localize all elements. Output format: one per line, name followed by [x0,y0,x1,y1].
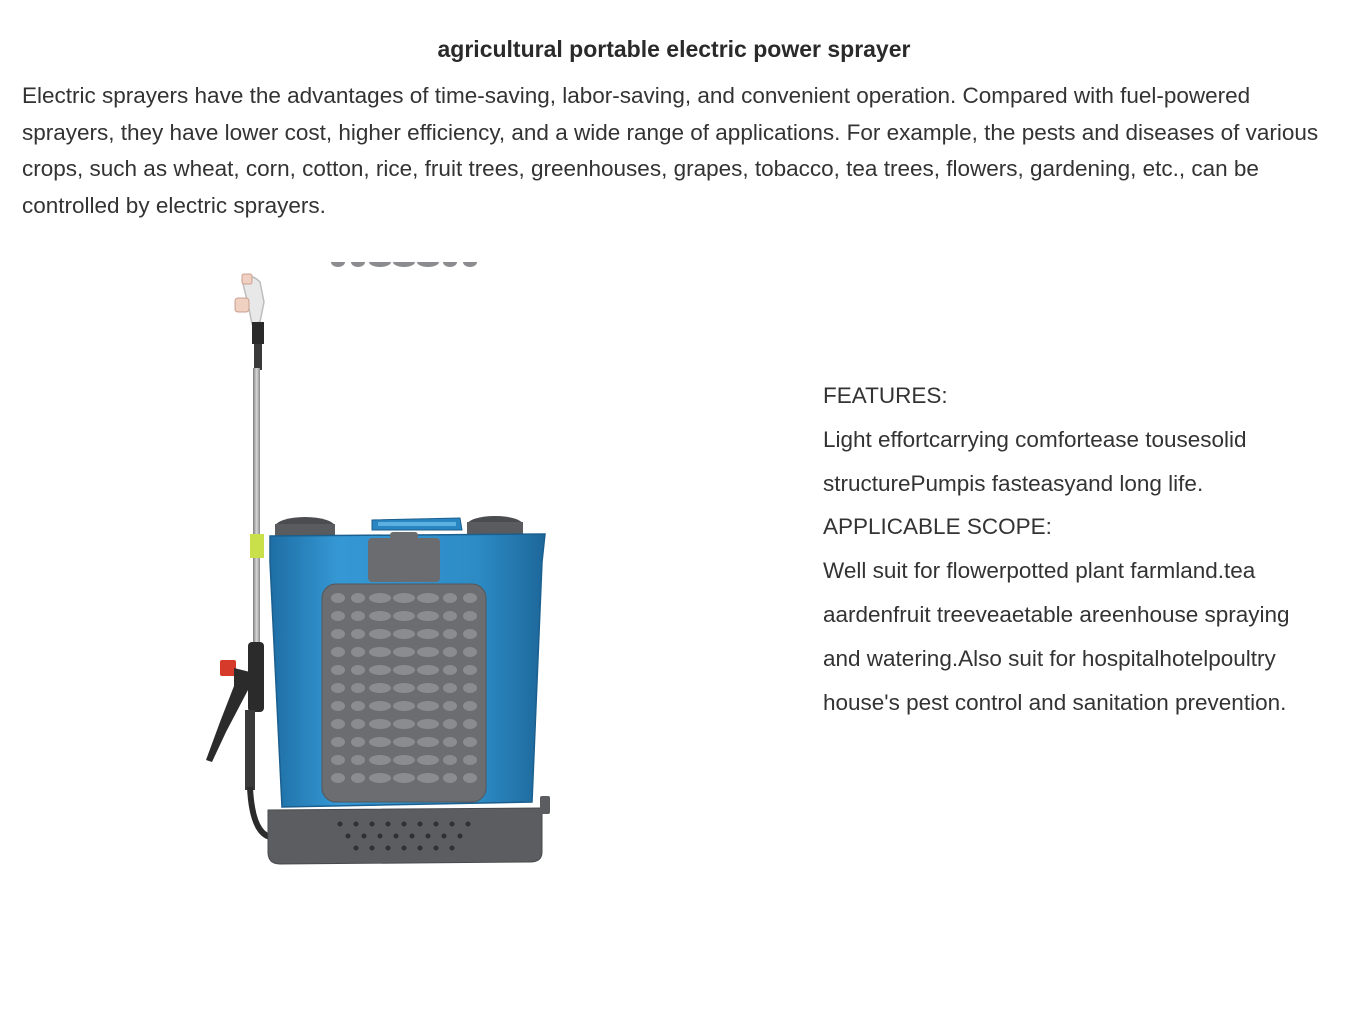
features-text: Light effortcarrying comfortease tousesolid structurePumpis fasteasyand long life. [823,426,1247,496]
scope-heading: APPLICABLE SCOPE: [823,514,1052,540]
intro-paragraph: Electric sprayers have the advantages of time-saving, labor-saving, and convenient operation. Compared with fuel-powered sprayers, they have lower cost, higher efficiency, and a wide range of applications. For example, the pests and diseases of various crops, such as wheat, corn, cotton, rice, fruit trees, greenhouses, grapes, tobacco, tea trees, flowers, gardening, etc., can be controlled by electric sprayers. [22,83,1319,218]
scope-text: Well suit for flowerpotted plant farmland.tea aardenfruit treeveaetable areenhouse spraying and watering.Also suit for hospitalhotelpoultry house's pest control and sanitation prevention. [823,558,1290,715]
product-image-sprayer [190,262,570,882]
features-heading: FEATURES: [823,383,948,408]
sprayer-base [268,808,542,864]
sprayer-illustration [190,262,570,882]
strap-buckle [368,538,440,582]
nozzle [235,274,264,370]
trigger-handle [206,642,270,837]
product-specs [823,374,1323,724]
page-title: agricultural portable electric power sprayer [437,36,911,62]
lance-clip [250,534,264,558]
lance [253,368,260,658]
